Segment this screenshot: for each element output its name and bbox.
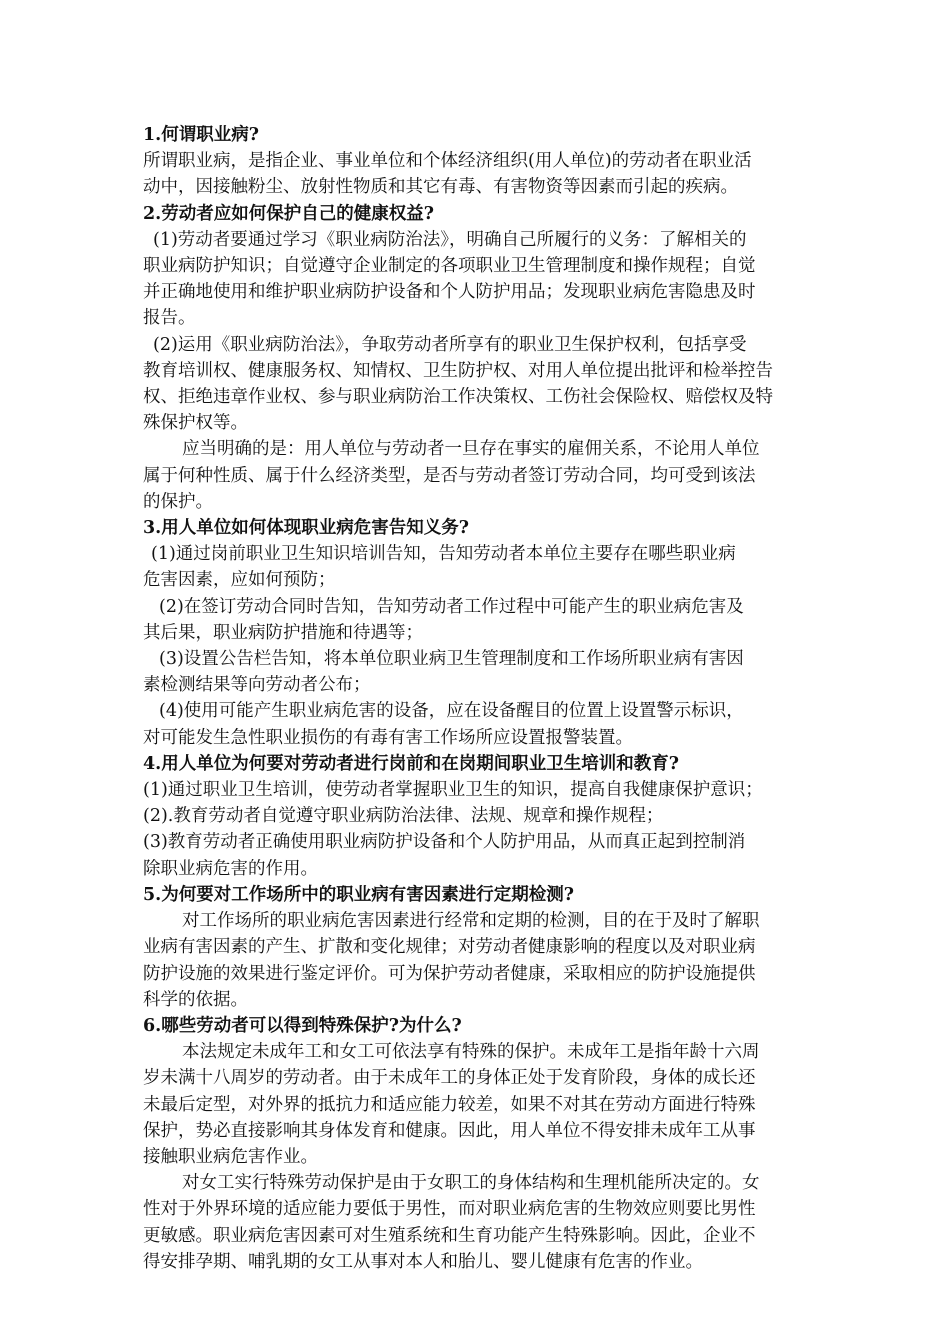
section-2-paragraph-1-line: 报告。 [143,308,196,329]
section-6-heading: 6.哪些劳动者可以得到特殊保护?为什么? [143,1015,462,1036]
section-5-line: 对工作场所的职业病危害因素进行经常和定期的检测，目的在于及时了解职 [182,911,760,932]
section-6-paragraph-1-line: 岁未满十八周岁的劳动者。由于未成年工的身体正处于发育阶段，身体的成长还 [143,1068,756,1089]
section-2-paragraph-3-line: 的保护。 [143,491,213,512]
section-3-item-1-line: 危害因素，应如何预防； [143,570,336,591]
section-4-line: (2).教育劳动者自觉遵守职业病防治法律、法规、规章和操作规程； [143,806,664,827]
section-6-paragraph-1-line: 本法规定未成年工和女工可依法享有特殊的保护。未成年工是指年龄十六周 [182,1042,760,1063]
section-5-heading: 5.为何要对工作场所中的职业病有害因素进行定期检测? [143,884,575,905]
section-6-paragraph-2-line: 更敏感。职业病危害因素可对生殖系统和生育功能产生特殊影响。因此，企业不 [143,1225,756,1246]
section-1-heading: 1.何谓职业病? [143,125,260,145]
section-2-paragraph-2-line: (2)运用《职业病防治法》，争取劳动者所享有的职业卫生保护权利，包括享受 [153,334,747,355]
section-6-paragraph-2-line: 对女工实行特殊劳动保护是由于女职工的身体结构和生理机能所决定的。女 [182,1173,760,1194]
section-3-item-2-line: 其后果，职业病防护措施和待遇等； [143,622,423,643]
section-6-paragraph-2-line: 性对于外界环境的适应能力要低于男性，而对职业病危害的生物效应则要比男性 [143,1199,756,1220]
section-2-heading: 2.劳动者应如何保护自己的健康权益? [143,203,435,224]
section-2-paragraph-2-line: 殊保护权等。 [143,413,248,434]
section-1-line: 动中，因接触粉尘、放射性物质和其它有毒、有害物资等因素而引起的疾病。 [143,177,738,198]
section-3-item-2-line: (2)在签订劳动合同时告知，告知劳动者工作过程中可能产生的职业病危害及 [159,596,744,617]
section-6-paragraph-1-line: 接触职业病危害作业。 [143,1146,318,1167]
document-page [143,122,813,1275]
section-6-paragraph-2-line: 得安排孕期、哺乳期的女工从事对本人和胎儿、婴儿健康有危害的作业。 [143,1251,703,1272]
section-3-heading: 3.用人单位如何体现职业病危害告知义务? [143,518,470,539]
section-3-item-4-line: 对可能发生急性职业损伤的有毒有害工作场所应设置报警装置。 [143,727,633,748]
section-2-paragraph-2-line: 教育培训权、健康服务权、知情权、卫生防护权、对用人单位提出批评和检举控告 [143,360,773,381]
section-2-paragraph-3-line: 应当明确的是：用人单位与劳动者一旦存在事实的雇佣关系，不论用人单位 [182,439,760,460]
section-4-line: (1)通过职业卫生培训，使劳动者掌握职业卫生的知识，提高自我健康保护意识； [143,780,763,801]
section-3-item-1-line: (1)通过岗前职业卫生知识培训告知，告知劳动者本单位主要存在哪些职业病 [151,544,736,565]
section-3-item-3-line: (3)设置公告栏告知，将本单位职业病卫生管理制度和工作场所职业病有害因 [159,649,744,670]
section-2-paragraph-3-line: 属于何种性质、属于什么经济类型，是否与劳动者签订劳动合同，均可受到该法 [143,465,756,486]
section-3-item-4-line: (4)使用可能产生职业病危害的设备，应在设备醒目的位置上设置警示标识， [159,701,744,722]
section-4-line: 除职业病危害的作用。 [143,858,318,879]
section-5-line: 防护设施的效果进行鉴定评价。可为保护劳动者健康，采取相应的防护设施提供 [143,963,756,984]
section-6-paragraph-1-line: 保护，势必直接影响其身体发育和健康。因此，用人单位不得安排未成年工从事 [143,1120,756,1141]
section-5-line: 科学的依据。 [143,989,248,1010]
section-4-heading: 4.用人单位为何要对劳动者进行岗前和在岗期间职业卫生培训和教育? [143,753,680,774]
section-1-line: 所谓职业病，是指企业、事业单位和个体经济组织(用人单位)的劳动者在职业活 [143,151,752,172]
section-6-paragraph-1-line: 未最后定型，对外界的抵抗力和适应能力较差，如果不对其在劳动方面进行特殊 [143,1094,756,1115]
section-2-paragraph-1-line: (1)劳动者要通过学习《职业病防治法》，明确自己所履行的义务：了解相关的 [153,229,747,250]
section-3-item-3-line: 素检测结果等向劳动者公布； [143,675,371,696]
section-5-line: 业病有害因素的产生、扩散和变化规律；对劳动者健康影响的程度以及对职业病 [143,937,756,958]
section-2-paragraph-1-line: 并正确地使用和维护职业病防护设备和个人防护用品；发现职业病危害隐患及时 [143,282,756,303]
section-4-line: (3)教育劳动者正确使用职业病防护设备和个人防护用品，从而真正起到控制消 [143,832,746,853]
section-2-paragraph-2-line: 权、拒绝违章作业权、参与职业病防治工作决策权、工伤社会保险权、赔偿权及特 [143,387,773,408]
section-2-paragraph-1-line: 职业病防护知识；自觉遵守企业制定的各项职业卫生管理制度和操作规程；自觉 [143,256,756,277]
